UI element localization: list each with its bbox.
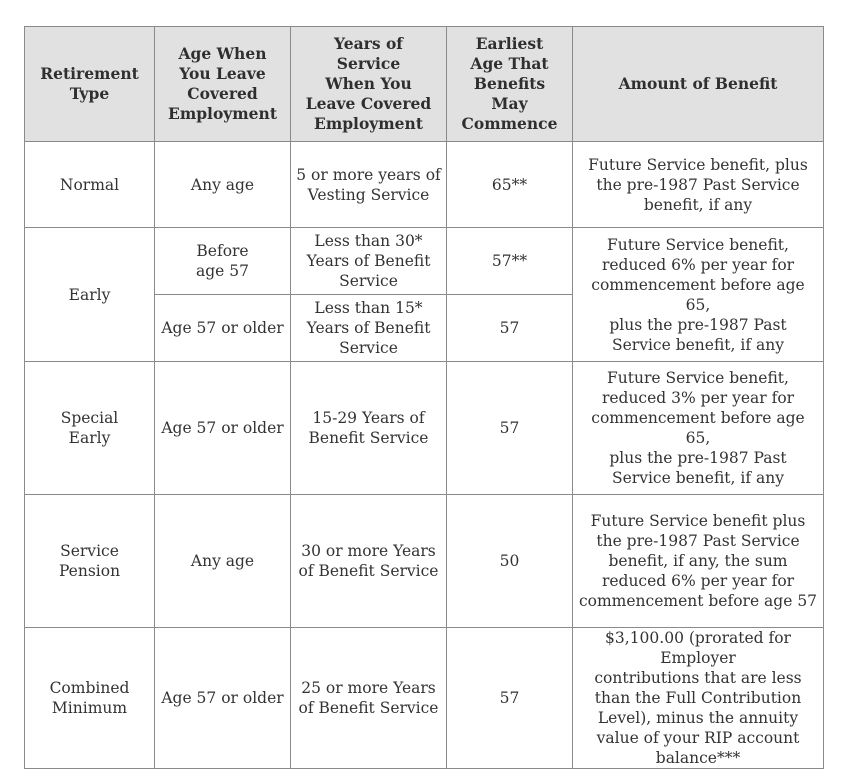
header-earliest-age: Earliest Age That Benefits May Commence	[447, 27, 573, 142]
age-cell: Any age	[155, 142, 291, 228]
retirement-type-cell: Combined Minimum	[25, 628, 155, 769]
service-cell: 25 or more Years of Benefit Service	[291, 628, 447, 769]
age-cell: Any age	[155, 495, 291, 628]
retirement-benefits-table	[24, 26, 824, 769]
table-row	[25, 628, 824, 769]
benefit-cell: Future Service benefit plus the pre-1987 Past Service benefit, if any, the sum reduced 6% per year for commencement before age 57	[573, 495, 824, 628]
table-row	[25, 142, 824, 228]
earliest-age-cell: 65**	[447, 142, 573, 228]
table-body	[25, 142, 824, 769]
header-retirement-type: Retirement Type	[25, 27, 155, 142]
age-cell: Age 57 or older	[155, 628, 291, 769]
header-years-of-service: Years of Service When You Leave Covered Employment	[291, 27, 447, 142]
earliest-age-cell: 57	[447, 295, 573, 362]
header-age-when-leave: Age When You Leave Covered Employment	[155, 27, 291, 142]
table-row	[25, 362, 824, 495]
header-row	[25, 27, 824, 142]
earliest-age-cell: 50	[447, 495, 573, 628]
benefit-cell: $3,100.00 (prorated for Employer contributions that are less than the Full Contribution Level), minus the annuity value of your RIP account balance***	[573, 628, 824, 769]
table-header	[25, 27, 824, 142]
service-cell: 30 or more Years of Benefit Service	[291, 495, 447, 628]
service-cell: 5 or more years of Vesting Service	[291, 142, 447, 228]
header-amount-of-benefit: Amount of Benefit	[573, 27, 824, 142]
age-cell: Age 57 or older	[155, 295, 291, 362]
benefit-cell: Future Service benefit, reduced 6% per year for commencement before age 65, plus the pre-1987 Past Service benefit, if any	[573, 228, 824, 362]
retirement-type-cell: Special Early	[25, 362, 155, 495]
age-cell: Before age 57	[155, 228, 291, 295]
benefit-cell: Future Service benefit, plus the pre-1987 Past Service benefit, if any	[573, 142, 824, 228]
table-row	[25, 228, 824, 295]
table-row	[25, 495, 824, 628]
retirement-type-cell: Normal	[25, 142, 155, 228]
service-cell: 15-29 Years of Benefit Service	[291, 362, 447, 495]
age-cell: Age 57 or older	[155, 362, 291, 495]
service-cell: Less than 30* Years of Benefit Service	[291, 228, 447, 295]
service-cell: Less than 15* Years of Benefit Service	[291, 295, 447, 362]
earliest-age-cell: 57**	[447, 228, 573, 295]
earliest-age-cell: 57	[447, 362, 573, 495]
retirement-type-cell: Early	[25, 228, 155, 362]
retirement-type-cell: Service Pension	[25, 495, 155, 628]
benefit-cell: Future Service benefit, reduced 3% per year for commencement before age 65, plus the pre-1987 Past Service benefit, if any	[573, 362, 824, 495]
earliest-age-cell: 57	[447, 628, 573, 769]
